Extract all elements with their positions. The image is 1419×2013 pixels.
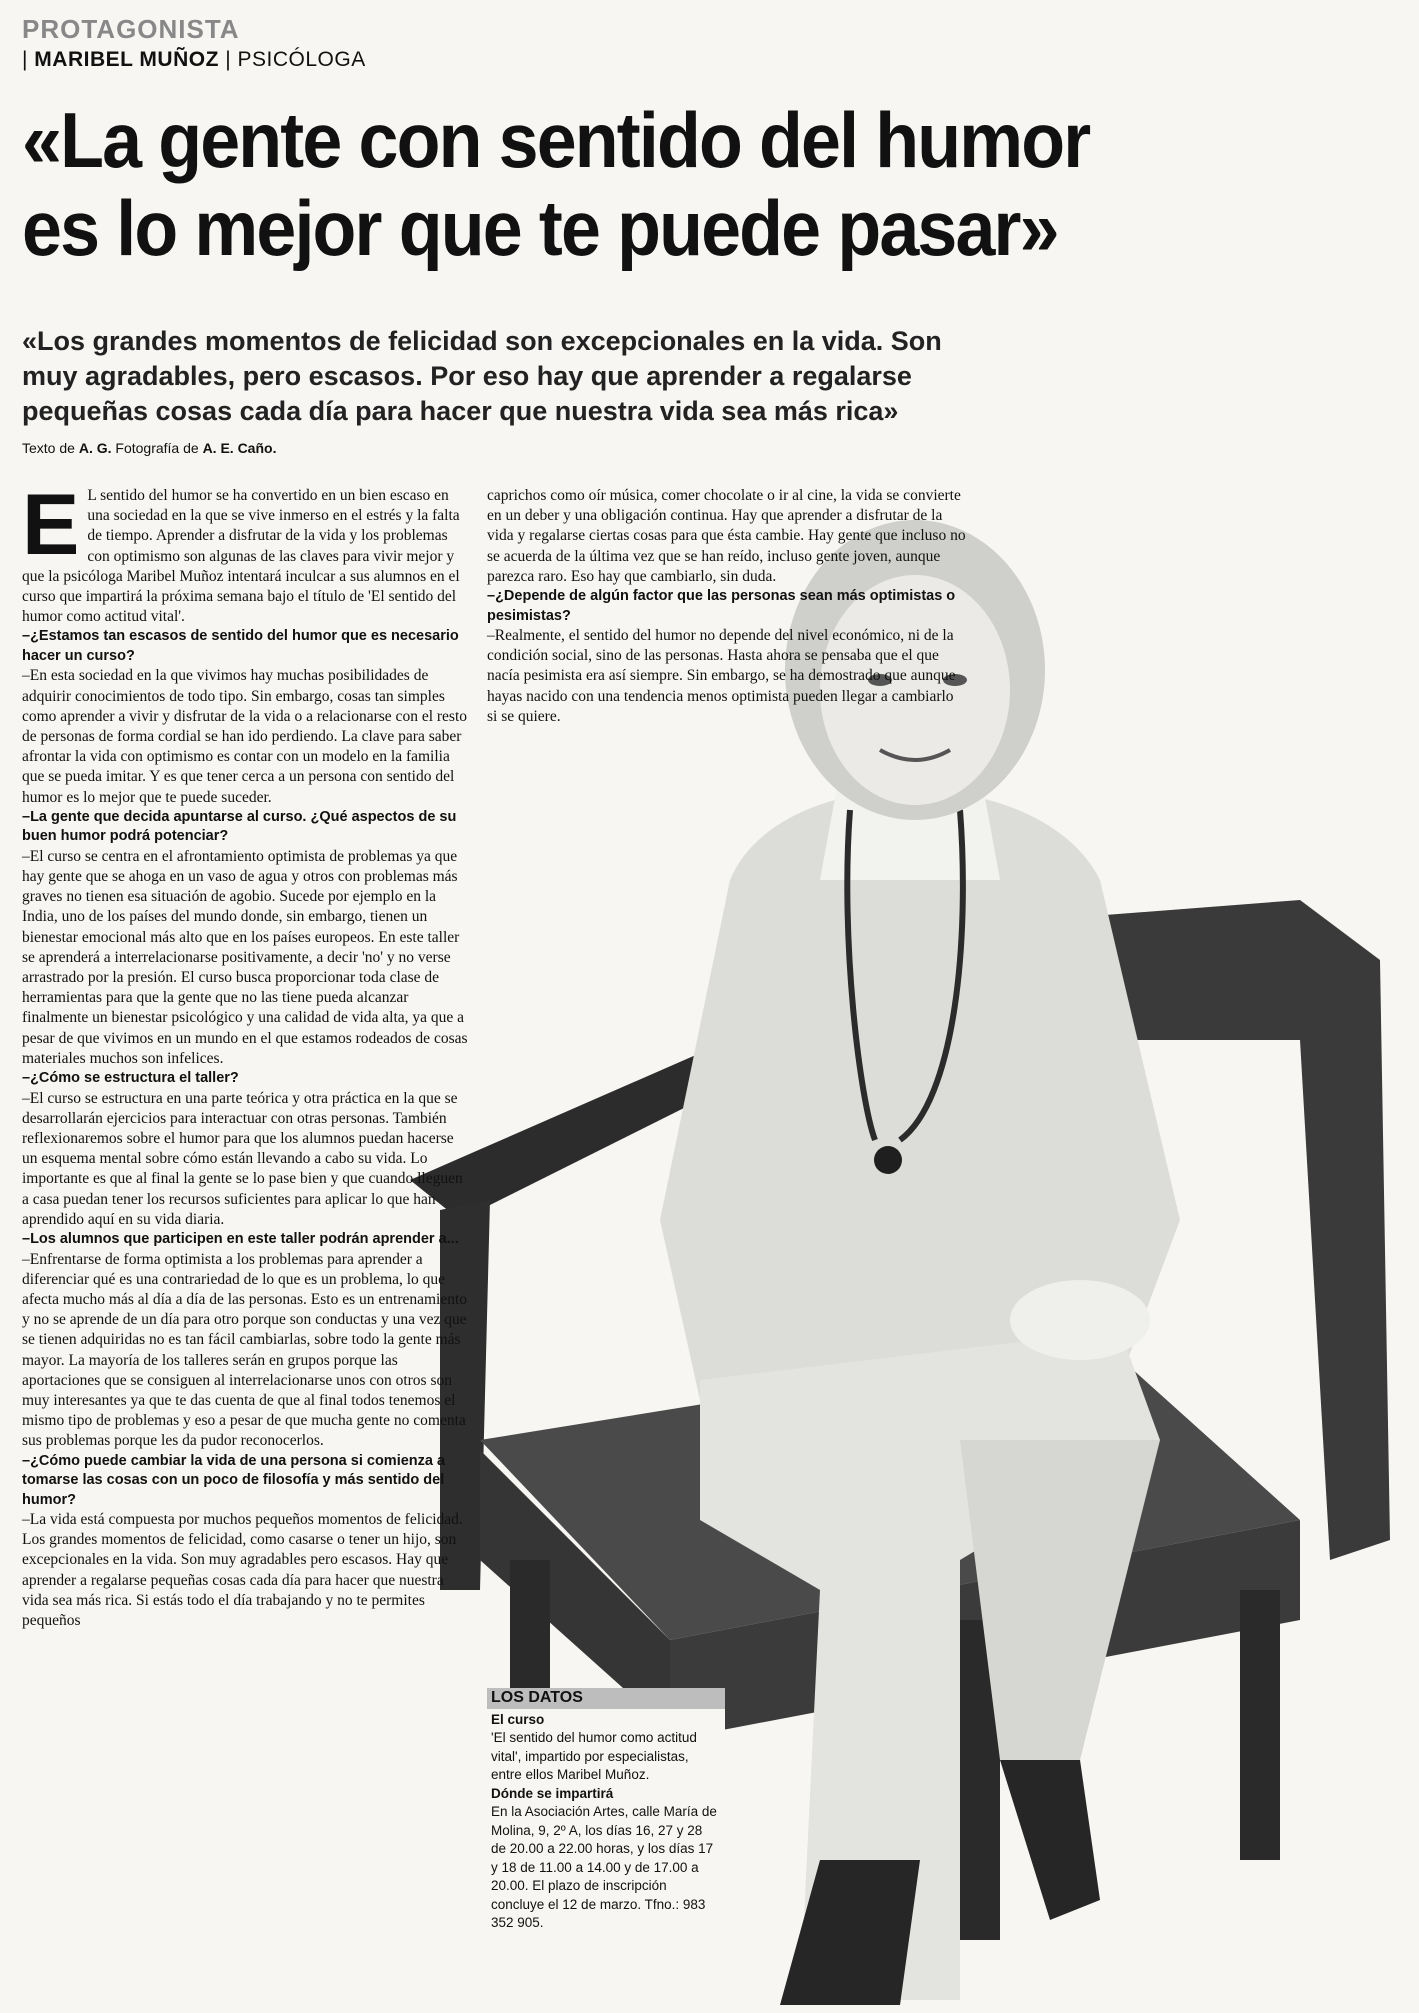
headline-line-1: «La gente con sentido del humor xyxy=(22,96,1090,184)
answer-3: –El curso se estructura en una parte teórica y otra práctica en la que se desarrollarán ejercicios para interactuar con otras personas. También reflexionaremos sobre el humor para que los alumnos puedan hacerse un esquema mental sobre cómo están llevando a cabo su vida. Lo importante es que al final la gente se lo pase bien y que cuando lleguen a casa puedan tener los recursos suficientes para aplicar lo que han aprendido aquí en su vida diaria. xyxy=(22,1089,463,1228)
answer-4: –Enfrentarse de forma optimista a los problemas para aprender a diferenciar qué es una contrariedad de lo que es un problema, lo que afecta mucho más al día a día de las personas. Esto es un entrenamiento y no se aprende de un día para otro porque son conductas y una vez que se tienen adquiridas no es tan fácil cambiarlas, sobre todo la gente más mayor. La mayoría de los talleres serán en grupos porque las aportaciones que se consiguen al interrelacionarse unos con otros son muy interesantes ya que te das cuenta de que al final todos tenemos el mismo tipo de problemas y eso a pesar de que mucha gente no comenta sus problemas porque les da pudor reconocerlos. xyxy=(22,1250,468,1450)
credit-line xyxy=(22,440,276,456)
headline xyxy=(22,96,1292,272)
headline-line-2: es lo mejor que te puede pasar» xyxy=(22,184,1058,272)
info-location-text: En la Asociación Artes, calle María de Molina, 9, 2º A, los días 16, 27 y 28 de 20.00 a 22.00 horas, y los días 17 y 18 de 11.00 a 14.00 y de 17.00 a 20.00. El plazo de inscripción concluye el 12 de marzo. Tfno.: 983 352 905. xyxy=(491,1804,717,1930)
question-5: –¿Cómo puede cambiar la vida de una persona si comienza a tomarse las cosas con un poco de filosofía y más sentido del humor? xyxy=(22,1452,446,1508)
info-location-label: Dónde se impartirá xyxy=(491,1785,614,1801)
info-course-label: El curso xyxy=(491,1711,545,1727)
question-1: –¿Estamos tan escasos de sentido del humor que es necesario hacer un curso? xyxy=(22,628,459,664)
credit-text-prefix: Texto de xyxy=(22,440,79,456)
info-box-heading: LOS DATOS xyxy=(487,1688,725,1709)
article-column-2 xyxy=(487,486,967,727)
drop-cap: E xyxy=(22,477,80,573)
answer-6: –Realmente, el sentido del humor no depende del nivel económico, ni de la condición social, sino de las personas. Hasta ahora se pensaba que el que nacía pesimista era así siempre. Sin embargo, se ha demostrado que aunque hayas nacido con una tendencia menos optimista pueden llegar a cambiarlo si se quiere. xyxy=(487,627,956,725)
credit-photographer: A. E. Caño. xyxy=(202,440,277,456)
credit-author: A. G. xyxy=(78,440,112,456)
question-2: –La gente que decida apuntarse al curso. ¿Qué aspectos de su buen humor podrá potenciar? xyxy=(22,808,457,845)
intro-paragraph: L sentido del humor se ha convertido en un bien escaso en una sociedad en la que se vive inmerso en el estrés y la falta de tiempo. Aprender a disfrutar de la vida y los problemas con optimismo son algunas de las claves para vivir mejor y que la psicóloga Maribel Muñoz intentará inculcar a sus alumnos en el curso que impartirá la próxima semana bajo el título de 'El sentido del humor como actitud vital'. xyxy=(22,487,460,626)
info-box xyxy=(487,1688,725,1978)
standfirst: «Los grandes momentos de felicidad son excepcionales en la vida. Son muy agradables, pero escasos. Por eso hay que aprender a regalarse pequeñas cosas cada día para hacer que nuestra vida sea más rica» xyxy=(22,326,942,426)
section-label: PROTAGONISTA xyxy=(22,14,240,44)
byline: | MARIBEL MUÑOZ | PSICÓLOGA xyxy=(22,48,366,71)
question-6: –¿Depende de algún factor que las personas sean más optimistas o pesimistas? xyxy=(487,588,956,624)
answer-1: –En esta sociedad en la que vivimos hay muchas posibilidades de adquirir conocimientos de todo tipo. Sin embargo, cosas tan simples como aprender a vivir y disfrutar de la vida o a relacionarse con el resto de personas de forma cordial se han ido perdiendo. La clave para saber afrontar la vida con optimismo es contar con un modelo en la familia que se pueda imitar. Y es que tener cerca a un persona con sentido del humor es lo mejor que te puede suceder. xyxy=(22,667,468,806)
info-course-text: 'El sentido del humor como actitud vital', impartido por especialistas, entre ellos Maribel Muñoz. xyxy=(491,1730,697,1782)
question-4: –Los alumnos que participen en este taller podrán aprender a... xyxy=(22,1231,459,1247)
credit-photo-prefix: Fotografía de xyxy=(111,440,203,456)
interviewee-name: MARIBEL MUÑOZ xyxy=(34,48,219,71)
question-3: –¿Cómo se estructura el taller? xyxy=(22,1070,239,1087)
answer-2: –El curso se centra en el afrontamiento optimista de problemas ya que hay gente que se ahoga en un vaso de agua y otros con problemas más graves no tienen esa situación de agobio. Sucede por ejemplo en la India, uno de los países del mundo donde, sin embargo, tienen un bienestar emocional más alto que en los países europeos. En este taller se aprenderá a interrelacionarse positivamente, a decir 'no' y no verse arrastrado por la presión. El curso busca proporcionar toda clase de herramientas para que la gente que no las tiene pueda alcanzar finalmente un bienestar psicológico y una calidad de vida alta, ya que a pesar de que vivimos en un mundo en el que estamos rodeados de cosas materiales muchos son infelices. xyxy=(22,847,468,1067)
answer-5: –La vida está compuesta por muchos pequeños momentos de felicidad. Los grandes momentos de felicidad, como casarse o tener un hijo, son excepcionales en la vida. Son muy agradables pero escasos. Hay que aprender a regalarse pequeñas cosas cada día para hacer que nuestra vida sea más rica. Si estás todo el día trabajando y no te permites pequeños xyxy=(22,1511,463,1630)
interviewee-role: PSICÓLOGA xyxy=(237,48,366,71)
article-column-1 xyxy=(22,477,472,1631)
answer-5-continued: caprichos como oír música, comer chocolate o ir al cine, la vida se convierte en un deber y una obligación continua. Hay que aprender a disfrutar de la vida y regalarse ciertas cosas para que ésta cambie. Hay gente que incluso no se acuerda de la última vez que se han reído, incluso gente joven, aunque parezca raro. Eso hay que cambiarlo, sin duda. xyxy=(487,487,966,585)
